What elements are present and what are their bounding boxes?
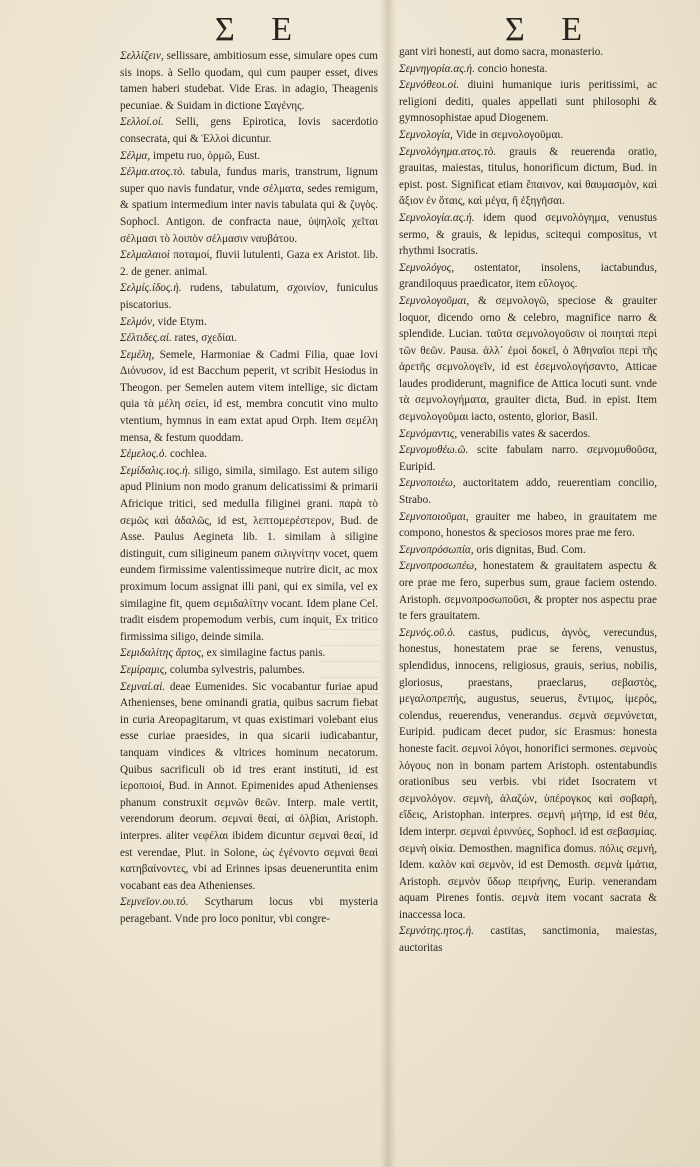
entry-definition: grauis & reuerenda oratio, grauitas, maiestas, titulus, honorificum dictum, Bud. in epist. post. Significat etiam ἔπαινον, καὶ θαυμασμὸν, καὶ ἄξιον ἐν ὅταις, καὶ μέγα, ἢ ἐξηγῆσαι. (399, 145, 658, 208)
dictionary-entry (399, 61, 657, 78)
entry-definition: ex similagine factus panis. (206, 647, 326, 660)
entry-definition: ostentator, insolens, iactabundus, grandiloquus praedicator, item εὔλογος. (399, 261, 658, 291)
dictionary-entry (399, 210, 657, 260)
entry-definition: castitas, sanctimonia, maiestas, auctoritas (399, 925, 658, 955)
dictionary-entry (399, 260, 657, 293)
entry-definition: venerabilis vates & sacerdos. (459, 427, 591, 440)
entry-definition: vide Etym. (157, 315, 207, 328)
entry-headword: Σελμίς.ίδος.ἡ. (120, 282, 182, 295)
dictionary-entry (120, 330, 378, 347)
entry-definition: auctoritatem addo, reuerentiam concilio, Strabo. (399, 477, 657, 507)
entry-definition: diuini humanique iuris peritissimi, ac religioni dediti, quales appellati sunt philosophi & gymnosophistae apud Diogenem. (399, 79, 657, 125)
entry-headword: Σέμελος.ὁ. (120, 448, 168, 461)
dictionary-entry (120, 148, 378, 165)
entry-headword: Σεμνομυθέω.ῶ. (399, 444, 469, 457)
entry-definition: honestatem & grauitatem aspectu & ore prae me fero, superbus sum, graue faciem ostendo. Aristoph. σεμνοπροσωποῦσι, & propter nos aspectu prae te fers grauitatem. (399, 560, 657, 623)
dictionary-entry (399, 558, 657, 624)
entry-definition: Vide in σεμνολογοῦμαι. (455, 128, 564, 141)
left-running-head: Σ E (215, 11, 307, 48)
entry-definition: oris dignitas, Bud. Com. (476, 543, 586, 556)
dictionary-entry (120, 247, 378, 280)
dictionary-entry (120, 280, 378, 313)
dictionary-entry (120, 314, 378, 331)
entry-headword: Σεμνοποιοῦμαι, (399, 510, 469, 523)
dictionary-entry (399, 442, 657, 475)
dictionary-entry (399, 144, 657, 210)
entry-headword: Σέλμα, (120, 149, 151, 162)
entry-headword: Σεμνολογία.ας.ἡ. (399, 211, 475, 224)
dictionary-entry (120, 347, 378, 447)
entry-definition: deae Eumenides. Sic vocabantur furiae apud Athenienses, bene ominandi gratia, quibus sacrum fiebat in curia Areopagitarum, vt quas existimari volebant eius esse curiae praesides, in qua sicarii iudicabantur, tanquam vindices & vltrices hominum necatorum. Quibus sacrificuli ob id tres erant instituti, id est ἱεροποιοί, Bud. in Annot. Epimenides apud Athenienses phanum construxit σεμνῶν θεῶν. Interp. male vertit, verendorum deorum. σεμναὶ θεαί, αἱ ὀλβίαι, Aristoph. interpres. aliter νεφέλαι ibidem dicuntur σεμναὶ θεαί, id est verendae, Plut. in Solone, ὡς ἐγένοντο σεμναὶ θεαὶ κατηβαίνοντες, vbi ad Erinnes ipsas deueneruntita enim vocabant eas dea Athenienses. (120, 680, 379, 892)
entry-definition: tabula, fundus maris, transtrum, lignum super quo navis fundatur, vnde σέλματα, sedes remigum, & spatium intermedium inter navis tabulata qui & ζυγὸς. Sophocl. Antigon. de confracta naue, ὑψηλοῖς χεῖται σέλμασι τὸ λοιπὸν σέλμασιν ναυβάτου. (120, 166, 378, 245)
entry-headword: Σελλίζειν, (120, 50, 164, 62)
entry-headword: Σεμναί.αἱ. (120, 680, 166, 693)
entry-headword: Σεμνός.οῦ.ὁ. (399, 626, 456, 639)
entry-definition: concio honesta. (477, 62, 548, 75)
dictionary-entry (399, 426, 657, 443)
entry-headword: Σέλτιδες.αἱ. (120, 332, 172, 345)
entry-headword: Σεμνεῖον.ου.τό. (120, 896, 189, 909)
left-column (120, 48, 378, 927)
page-gutter (380, 0, 396, 1167)
entry-definition: idem quod σεμνολόγημα, venustus sermo, & grauis, & lepidus, scitequi compositus, vt rhythmi Isocratis. (399, 211, 658, 258)
entry-headword: Σεμνολόγος, (399, 261, 455, 274)
entry-definition: & σεμνολογῶ, speciose & grauiter loquor, dicendo orno & celebro, magnifice narro & splendide. Lucian. ταῦτα σεμνολογοῦσιν οἱ ποιηταὶ περὶ τῶν θεῶν. Pausa. ἀλλ᾽ ἐμοὶ δοκεῖ, ὁ Ἀθηναῖοι περὶ τῆς ἀρετῆς σεμνολογεῖν, id est ἐσεμνολογήσαντο, Atticae laudes prodiderunt, magnifice de Attica locuti sunt. vnde τὰ σεμνολογήματα, grauiter dicta, Bud. in epist. Item σεμνολογοῦμαι iacto, ostento, glorior, Basil. (399, 294, 658, 424)
dictionary-entry (120, 164, 378, 247)
entry-definition: castus, pudicus, ἁγνὸς, verecundus, honestus, honestatem prae se ferens, venustus, splendidus, innocens, religiosus, grauis, serius, nobilis, gloriosus, praestans, praeclarus, σεβαστὸς, μεγαλοπρεπής, augustus, seuerus, ἔντιμος, ἱμερός, colendus, reuerendus, venerandus. σεμνὰ σεμνύνεται, Euripid. pudicam decet pudor, sic Erasmus: honesta honeste facit. σεμνοὶ λόγοι, honorifici sermones. σεμνοὺς λόγους non in bonam partem Aristoph. ostentabundis orationibus seu verbis. vbi ridet Isocratem vt σεμνολόγον. σεμνὴ, ἀλαζὼν, ὑπέρογκος καὶ σοβαρὴ, εἴδεις, Aristophan. interpres. σεμνὴ μήτηρ, id est θέα, Idem interpr. σεμναὶ ἐριννύες, Sophocl. id est σεβασμίας. σεμνὴ οἰκία. Demosthen. magnifica domus. πόλις σεμνή, Idem. καλὸν καὶ σεμνὸν, id est Demosth. σεμνὰ ἱμάτια, Aristoph. σεμνὸν ὕδωρ πειρήνης, Eurip. venerandam aquam Pirenes fontis. σεμνὰ item vocant sacrata & inaccessa loca. (399, 626, 657, 921)
entry-definition: cochlea. (170, 448, 208, 461)
dictionary-entry (399, 923, 657, 956)
entry-headword: Σεμίραμις, (120, 663, 168, 676)
entry-definition: rudens, tabulatum, σχοινίον, funiculus piscatorius. (120, 282, 379, 311)
dictionary-entry (399, 625, 657, 924)
dictionary-entry (399, 44, 657, 61)
entry-definition: Semele, Harmoniae & Cadmi Filia, quae Iovi Διόνυσον, id est Bacchum peperit, vt scribit Hesiodus in Theogon. per Semelen autem vitem intellige, sic dictam quia τὰ μέλη σείει, id est, membra concutit vino multo vtentium, hymnus in eam extat apud Orph. Item σεμέλη mensa, & festum quoddam. (120, 348, 378, 444)
dictionary-entry (399, 475, 657, 508)
entry-headword: Σεμίδαλις.ιος.ἡ. (120, 464, 191, 477)
dictionary-entry (120, 446, 378, 463)
dictionary-entry (399, 293, 657, 426)
entry-definition: rates, σχεδίαι. (174, 332, 237, 345)
dictionary-entry (120, 463, 378, 646)
dictionary-entry (399, 509, 657, 542)
dictionary-entry (120, 114, 378, 147)
entry-definition: sellissare, ambitiosum esse, simulare opes cum sis inops. à Sello quodam, qui cum pauper esset, dives tamen haberi studebat. Vide Eras. in adagio, Theagenis pecuniae. & Suidam in dictione Σαγένης. (120, 50, 378, 112)
dictionary-entry (399, 77, 657, 127)
entry-headword: Σεμνόμαντις, (399, 427, 458, 440)
entry-definition: columba sylvestris, palumbes. (169, 663, 305, 676)
entry-definition: impetu ruo, ὁρμῶ, Eust. (152, 149, 261, 162)
dictionary-entry (120, 48, 378, 114)
entry-definition: Selli, gens Epirotica, Iovis sacerdotio consecrata, qui & Ἑλλοὶ dicuntur. (120, 116, 378, 145)
entry-definition: grauiter me habeo, in grauitatem me compono, honestos & speciosos mores prae me fero. (399, 510, 658, 540)
entry-headword: Σεμνολόγημα.ατος.τὸ. (399, 145, 497, 158)
right-column (399, 44, 657, 957)
dictionary-entry (120, 894, 378, 927)
entry-headword: Σελμόν, (120, 315, 155, 328)
entry-headword: Σελμαλαιοὶ (120, 249, 170, 262)
right-running-head: Σ E (505, 11, 597, 48)
dictionary-entry (399, 542, 657, 559)
entry-headword: Σεμνολογοῦμαι, (399, 294, 470, 307)
entry-definition: ποταμοί, fluvii lutulenti, Gaza ex Aristot. lib. 2. de gener. animal. (120, 249, 379, 278)
entry-headword: Σεμιδαλίτης ἄρτος, (120, 647, 204, 660)
entry-headword: Σελλοί.οί. (120, 116, 164, 129)
entry-headword: Σεμνοπρόσωπία, (399, 543, 474, 556)
entry-definition: siligo, simila, similago. Est autem siligo apud Plinium non modo granum delicatissimi & primarii Africique tritici, sed medulla filiginei grani. παρὰ τὸ σεμῶς καὶ ἀδαλῶς, id est, λεπτομερέστερον, Bud. de Asse. Paulus Aegineta lib. 1. similam à siligine distinguit, cum siligineum panem σιλιγνίτην vocet, quem eundem firmissime valentissimeque nutrire dicit, ac mox proximum locum assignat illi pani, qui ex simila, vel ex similagine fit, quem σεμιδαλίτην vocant. Idem plane Cel. tradit eisdem propemodum verbis, cum inquit, Ex tritico firmissima siligo, deinde simila. (120, 464, 378, 643)
dictionary-entry (120, 645, 378, 662)
dictionary-entry (120, 679, 378, 895)
dictionary-entry (399, 127, 657, 144)
entry-headword: Σεμνολογία, (399, 128, 453, 141)
entry-headword: Σεμνόθεοι.οἱ. (399, 79, 460, 92)
entry-headword: Σεμνοποιέω, (399, 477, 456, 490)
entry-definition: Scytharum locus vbi mysteria peragebant. Vnde pro loco ponitur, vbi congre- (120, 896, 379, 925)
entry-headword: Σεμνηγορία.ας.ἡ. (399, 62, 475, 75)
entry-headword: Σεμνοπροσωπέω, (399, 560, 477, 573)
entry-headword: Σέλμα.ατος.τὸ. (120, 166, 186, 179)
entry-definition: gant viri honesti, aut domo sacra, monasterio. (399, 46, 604, 58)
entry-headword: Σεμέλη, (120, 348, 155, 361)
entry-headword: Σεμνότης.ητος.ἡ. (399, 925, 474, 938)
dictionary-entry (120, 662, 378, 679)
entry-definition: scite fabulam narro. σεμνομυθοῦσα, Euripid. (399, 444, 657, 473)
